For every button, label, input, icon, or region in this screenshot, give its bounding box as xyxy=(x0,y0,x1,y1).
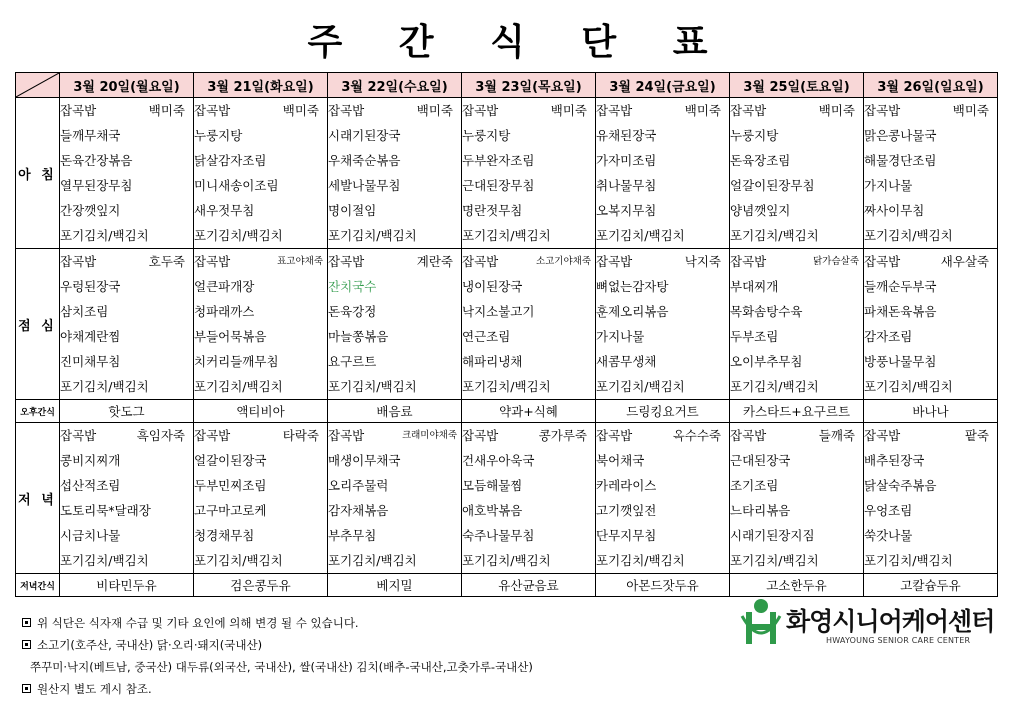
menu-line xyxy=(596,249,729,274)
rice-item: 잡곡밥 xyxy=(194,428,231,443)
breakfast-row xyxy=(16,98,998,249)
menu-line xyxy=(194,249,327,274)
breakfast-menu-cell xyxy=(328,98,462,249)
menu-item: 두부조림 xyxy=(730,329,779,344)
menu-item: 누룽지탕 xyxy=(462,128,511,143)
menu-item: 쑥갓나물 xyxy=(864,528,913,543)
page-title: 주 간 식 단 표 xyxy=(307,22,730,63)
afternoon-snack-row xyxy=(16,400,998,423)
rice-item: 잡곡밥 xyxy=(864,428,901,443)
menu-item: 카레라이스 xyxy=(596,478,657,493)
menu-item: 부대찌개 xyxy=(730,279,779,294)
snack-cell: 고칼슘두유 xyxy=(864,574,998,597)
menu-item: 감자채볶음 xyxy=(328,503,389,518)
menu-item: 명란젓무침 xyxy=(462,203,523,218)
dinner-menu-cell xyxy=(462,423,596,574)
dinner-menu-cell xyxy=(864,423,998,574)
logo-name: 화영시니어케어센터 xyxy=(786,607,995,636)
menu-item: 배추된장국 xyxy=(864,453,925,468)
menu-item: 얼갈이된장무침 xyxy=(730,178,815,193)
menu-item: 방풍나물무침 xyxy=(864,354,937,369)
diagonal-line xyxy=(16,73,59,97)
note-text: 위 식단은 식자재 수급 및 기타 요인에 의해 변경 될 수 있습니다. xyxy=(37,616,359,630)
snack-cell: 베지밀 xyxy=(328,574,462,597)
menu-item: 애호박볶음 xyxy=(462,503,523,518)
menu-item: 우채죽순볶음 xyxy=(328,153,401,168)
menu-item: 콩비지찌개 xyxy=(60,453,121,468)
menu-item: 양념깻잎지 xyxy=(730,203,791,218)
day-header: 3월 26일(일요일) xyxy=(864,73,998,98)
menu-item: 시금치나물 xyxy=(60,528,121,543)
rice-item: 잡곡밥 xyxy=(194,254,231,269)
menu-item: 포기김치/백김치 xyxy=(596,553,685,568)
note-item xyxy=(22,634,533,656)
day-header: 3월 25일(토요일) xyxy=(730,73,864,98)
menu-line xyxy=(328,98,461,123)
snack-cell: 유산균음료 xyxy=(462,574,596,597)
menu-item: 유채된장국 xyxy=(596,128,657,143)
logo-subtitle: HWAYOUNG SENIOR CARE CENTER xyxy=(826,636,971,645)
menu-item: 조기조림 xyxy=(730,478,779,493)
porridge-item: 백미죽 xyxy=(148,103,185,118)
menu-item: 돈육간장볶음 xyxy=(60,153,133,168)
menu-item: 명이절임 xyxy=(328,203,377,218)
menu-item: 짜사이무침 xyxy=(864,203,925,218)
lunch-menu-cell xyxy=(596,249,730,400)
menu-line xyxy=(730,249,863,274)
lunch-menu-cell xyxy=(328,249,462,400)
rice-item: 잡곡밥 xyxy=(60,254,97,269)
menu-item: 가지나물 xyxy=(864,178,913,193)
menu-item: 포기김치/백김치 xyxy=(864,553,953,568)
note-text: 쭈꾸미·낙지(베트남, 중국산) 대두류(외국산, 국내산), 쌀(국내산) 김치(배추-국내산,고춧가루-국내산) xyxy=(30,660,533,674)
menu-item: 닭살감자조림 xyxy=(194,153,267,168)
breakfast-menu-cell xyxy=(194,98,328,249)
rice-item: 잡곡밥 xyxy=(462,428,499,443)
menu-item: 시래기된장지짐 xyxy=(730,528,815,543)
menu-item: 마늘쫑볶음 xyxy=(328,329,389,344)
menu-item: 뼈없는감자탕 xyxy=(596,279,669,294)
menu-line xyxy=(462,423,595,448)
porridge-item: 팥죽 xyxy=(964,428,989,443)
rice-item: 잡곡밥 xyxy=(462,254,499,269)
menu-item: 연근조림 xyxy=(462,329,511,344)
porridge-item: 백미죽 xyxy=(550,103,587,118)
snack-cell: 드링킹요거트 xyxy=(596,400,730,423)
menu-line xyxy=(864,98,997,123)
breakfast-menu-cell xyxy=(596,98,730,249)
menu-item: 숙주나물무침 xyxy=(462,528,535,543)
rice-item: 잡곡밥 xyxy=(596,254,633,269)
breakfast-menu-cell xyxy=(730,98,864,249)
menu-item: 오복지무침 xyxy=(596,203,657,218)
snack-cell: 액티비아 xyxy=(194,400,328,423)
lunch-menu-cell xyxy=(60,249,194,400)
menu-item: 포기김치/백김치 xyxy=(60,228,149,243)
menu-item: 포기김치/백김치 xyxy=(328,228,417,243)
menu-item: 근대된장무침 xyxy=(462,178,535,193)
porridge-item: 백미죽 xyxy=(416,103,453,118)
menu-item: 청파래까스 xyxy=(194,304,255,319)
row-label-lunch: 점 심 xyxy=(16,249,60,400)
menu-line xyxy=(596,423,729,448)
dinner-menu-cell xyxy=(730,423,864,574)
notes xyxy=(22,612,533,700)
menu-item: 누룽지탕 xyxy=(730,128,779,143)
dinner-menu-cell xyxy=(328,423,462,574)
menu-item: 시래기된장국 xyxy=(328,128,401,143)
menu-item: 포기김치/백김치 xyxy=(462,379,551,394)
breakfast-menu-cell xyxy=(60,98,194,249)
porridge-item: 백미죽 xyxy=(282,103,319,118)
menu-item: 포기김치/백김치 xyxy=(596,228,685,243)
menu-item: 치커리들깨무침 xyxy=(194,354,279,369)
porridge-item: 표고야채죽 xyxy=(277,256,323,267)
rice-item: 잡곡밥 xyxy=(864,103,901,118)
day-header: 3월 22일(수요일) xyxy=(328,73,462,98)
porridge-item: 들깨죽 xyxy=(818,428,855,443)
lunch-menu-cell xyxy=(864,249,998,400)
menu-item: 포기김치/백김치 xyxy=(194,228,283,243)
menu-item: 우엉조림 xyxy=(864,503,913,518)
rice-item: 잡곡밥 xyxy=(596,428,633,443)
rice-item: 잡곡밥 xyxy=(596,103,633,118)
menu-item: 건새우아욱국 xyxy=(462,453,535,468)
rice-item: 잡곡밥 xyxy=(730,254,767,269)
rice-item: 잡곡밥 xyxy=(328,428,365,443)
porridge-item: 소고기야채죽 xyxy=(535,256,591,267)
menu-item: 가지나물 xyxy=(596,329,645,344)
menu-item: 두부민찌조림 xyxy=(194,478,267,493)
menu-item: 취나물무침 xyxy=(596,178,657,193)
porridge-item: 닭가슴살죽 xyxy=(813,256,859,267)
porridge-item: 옥수수죽 xyxy=(672,428,721,443)
menu-line xyxy=(462,98,595,123)
menu-line xyxy=(864,249,997,274)
note-text: 소고기(호주산, 국내산) 닭·오리·돼지(국내산) xyxy=(37,638,263,652)
note-item xyxy=(22,612,533,634)
menu-item: 돈육장조림 xyxy=(730,153,791,168)
note-item xyxy=(22,656,533,678)
menu-item: 부추무침 xyxy=(328,528,377,543)
menu-line xyxy=(462,249,595,274)
rice-item: 잡곡밥 xyxy=(462,103,499,118)
menu-line xyxy=(328,249,461,274)
menu-item: 얼갈이된장국 xyxy=(194,453,267,468)
menu-item: 포기김치/백김치 xyxy=(864,379,953,394)
menu-item: 삼치조림 xyxy=(60,304,109,319)
snack-cell: 배음료 xyxy=(328,400,462,423)
menu-item: 얼큰파개장 xyxy=(194,279,255,294)
menu-item: 포기김치/백김치 xyxy=(462,228,551,243)
menu-item: 청경채무침 xyxy=(194,528,255,543)
row-label-afternoon-snack: 오후간식 xyxy=(16,400,60,423)
menu-line xyxy=(730,98,863,123)
menu-line xyxy=(60,249,193,274)
menu-item: 포기김치/백김치 xyxy=(730,228,819,243)
header-row xyxy=(16,73,998,98)
day-header: 3월 24일(금요일) xyxy=(596,73,730,98)
lunch-menu-cell xyxy=(730,249,864,400)
menu-item: 해파리냉채 xyxy=(462,354,523,369)
menu-item: 오리주물럭 xyxy=(328,478,389,493)
bullet-box-icon xyxy=(22,684,31,693)
menu-line xyxy=(194,98,327,123)
menu-item: 가자미조림 xyxy=(596,153,657,168)
row-label-evening-snack: 저녁간식 xyxy=(16,574,60,597)
header-corner xyxy=(16,73,60,98)
menu-item: 열무된장무침 xyxy=(60,178,133,193)
menu-item: 돈육강정 xyxy=(328,304,377,319)
menu-item: 포기김치/백김치 xyxy=(328,553,417,568)
dinner-row xyxy=(16,423,998,574)
logo-mark-icon xyxy=(740,598,782,648)
weekly-menu-table xyxy=(15,72,998,597)
rice-item: 잡곡밥 xyxy=(730,103,767,118)
menu-item: 고기깻잎전 xyxy=(596,503,657,518)
menu-item: 맑은콩나물국 xyxy=(864,128,937,143)
menu-line xyxy=(730,423,863,448)
bullet-box-icon xyxy=(22,618,31,627)
menu-item: 해물경단조림 xyxy=(864,153,937,168)
breakfast-menu-cell xyxy=(462,98,596,249)
porridge-item: 새우살죽 xyxy=(940,254,989,269)
menu-item: 포기김치/백김치 xyxy=(596,379,685,394)
rice-item: 잡곡밥 xyxy=(864,254,901,269)
porridge-item: 콩가루죽 xyxy=(538,428,587,443)
dinner-menu-cell xyxy=(596,423,730,574)
menu-item: 훈제오리볶음 xyxy=(596,304,669,319)
snack-cell: 비타민두유 xyxy=(60,574,194,597)
snack-cell: 아몬드잣두유 xyxy=(596,574,730,597)
menu-item: 새콤무생채 xyxy=(596,354,657,369)
menu-item: 요구르트 xyxy=(328,354,377,369)
menu-item: 잔치국수 xyxy=(328,279,377,294)
menu-item: 두부완자조림 xyxy=(462,153,535,168)
menu-item: 포기김치/백김치 xyxy=(730,553,819,568)
day-header: 3월 23일(목요일) xyxy=(462,73,596,98)
menu-item: 포기김치/백김치 xyxy=(60,379,149,394)
center-logo xyxy=(740,598,995,653)
menu-item: 느타리볶음 xyxy=(730,503,791,518)
menu-item: 들깨순두부국 xyxy=(864,279,937,294)
menu-item: 섭산적조림 xyxy=(60,478,121,493)
row-label-dinner: 저 녁 xyxy=(16,423,60,574)
menu-item: 누룽지탕 xyxy=(194,128,243,143)
menu-item: 미니새송이조림 xyxy=(194,178,279,193)
menu-item: 새우젓무침 xyxy=(194,203,255,218)
menu-item: 진미채무침 xyxy=(60,354,121,369)
menu-item: 포기김치/백김치 xyxy=(730,379,819,394)
menu-item: 감자조림 xyxy=(864,329,913,344)
menu-item: 야채계란찜 xyxy=(60,329,121,344)
menu-line xyxy=(60,423,193,448)
snack-cell: 핫도그 xyxy=(60,400,194,423)
lunch-menu-cell xyxy=(462,249,596,400)
rice-item: 잡곡밥 xyxy=(328,103,365,118)
menu-item: 모듬해물찜 xyxy=(462,478,523,493)
menu-item: 고구마고로케 xyxy=(194,503,267,518)
menu-line xyxy=(864,423,997,448)
note-text: 원산지 별도 게시 참조. xyxy=(37,682,152,696)
lunch-row xyxy=(16,249,998,400)
menu-item: 간장깻잎지 xyxy=(60,203,121,218)
rice-item: 잡곡밥 xyxy=(730,428,767,443)
row-label-breakfast: 아 침 xyxy=(16,98,60,249)
menu-item: 우렁된장국 xyxy=(60,279,121,294)
menu-item: 포기김치/백김치 xyxy=(194,553,283,568)
porridge-item: 호두죽 xyxy=(148,254,185,269)
menu-item: 들깨무채국 xyxy=(60,128,121,143)
dinner-menu-cell xyxy=(194,423,328,574)
menu-line xyxy=(60,98,193,123)
day-header: 3월 21일(화요일) xyxy=(194,73,328,98)
note-item xyxy=(22,678,533,700)
porridge-item: 낙지죽 xyxy=(684,254,721,269)
menu-item: 포기김치/백김치 xyxy=(864,228,953,243)
menu-item: 냉이된장국 xyxy=(462,279,523,294)
lunch-menu-cell xyxy=(194,249,328,400)
menu-line xyxy=(194,423,327,448)
menu-item: 세발나물무침 xyxy=(328,178,401,193)
menu-item: 오이부추무침 xyxy=(730,354,803,369)
rice-item: 잡곡밥 xyxy=(328,254,365,269)
menu-item: 단무지무침 xyxy=(596,528,657,543)
porridge-item: 흑임자죽 xyxy=(136,428,185,443)
menu-item: 포기김치/백김치 xyxy=(194,379,283,394)
evening-snack-row xyxy=(16,574,998,597)
menu-item: 부들어묵볶음 xyxy=(194,329,267,344)
menu-item: 근대된장국 xyxy=(730,453,791,468)
menu-item: 매생이무채국 xyxy=(328,453,401,468)
porridge-item: 크래미야채죽 xyxy=(401,430,457,441)
snack-cell: 고소한두유 xyxy=(730,574,864,597)
rice-item: 잡곡밥 xyxy=(194,103,231,118)
dinner-menu-cell xyxy=(60,423,194,574)
menu-item: 닭살숙주볶음 xyxy=(864,478,937,493)
porridge-item: 타락죽 xyxy=(282,428,319,443)
snack-cell: 카스타드+요구르트 xyxy=(730,400,864,423)
menu-item: 포기김치/백김치 xyxy=(60,553,149,568)
porridge-item: 백미죽 xyxy=(818,103,855,118)
menu-item: 낙지소불고기 xyxy=(462,304,535,319)
menu-item: 목화솜탕수육 xyxy=(730,304,803,319)
snack-cell: 약과+식혜 xyxy=(462,400,596,423)
snack-cell: 바나나 xyxy=(864,400,998,423)
porridge-item: 백미죽 xyxy=(952,103,989,118)
breakfast-menu-cell xyxy=(864,98,998,249)
bullet-box-icon xyxy=(22,640,31,649)
menu-item: 파채돈육볶음 xyxy=(864,304,937,319)
day-header: 3월 20일(월요일) xyxy=(60,73,194,98)
snack-cell: 검은콩두유 xyxy=(194,574,328,597)
rice-item: 잡곡밥 xyxy=(60,428,97,443)
menu-line xyxy=(328,423,461,448)
porridge-item: 백미죽 xyxy=(684,103,721,118)
menu-item: 포기김치/백김치 xyxy=(328,379,417,394)
menu-item: 북어채국 xyxy=(596,453,645,468)
porridge-item: 계란죽 xyxy=(416,254,453,269)
menu-item: 도토리묵*달래장 xyxy=(60,503,151,518)
menu-item: 포기김치/백김치 xyxy=(462,553,551,568)
rice-item: 잡곡밥 xyxy=(60,103,97,118)
menu-line xyxy=(596,98,729,123)
